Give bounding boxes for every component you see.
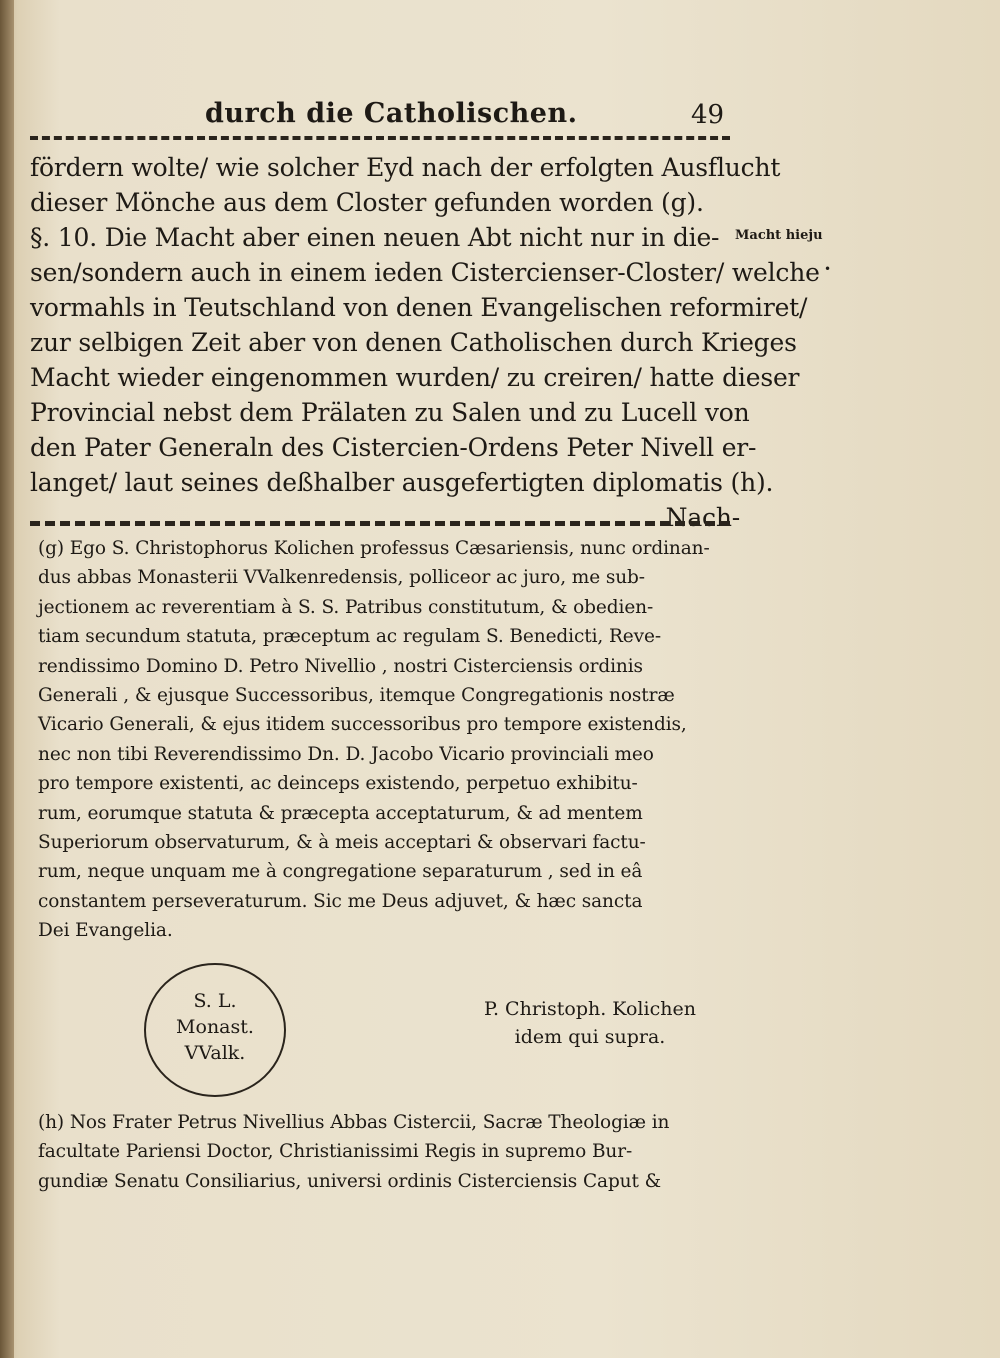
page-number: 49 bbox=[691, 100, 725, 130]
footnote-line: Generali , & ejusque Successoribus, itemque Congregationis nostræ bbox=[38, 684, 675, 706]
text-line: den Pater Generaln des Cistercien-Ordens Peter Nivell er- bbox=[30, 433, 757, 462]
footnote-rule bbox=[30, 521, 730, 526]
footnote-line: rum, neque unquam me à congregatione separaturum , sed in eâ bbox=[38, 861, 643, 883]
footnote-line: nec non tibi Reverendissimo Dn. D. Jacobo Vicario provinciali meo bbox=[38, 743, 654, 765]
text-line: fördern wolte/ wie solcher Eyd nach der erfolgten Ausflucht bbox=[30, 153, 781, 182]
catchword: Nach- bbox=[665, 503, 740, 532]
text-line: dieser Mönche aus dem Closter gefunden worden (g). bbox=[30, 188, 704, 217]
seal-line: S. L. bbox=[193, 990, 237, 1012]
footnote-line: Dei Evangelia. bbox=[38, 920, 173, 942]
seal-line: Monast. bbox=[176, 1016, 254, 1038]
seal bbox=[140, 950, 290, 1100]
footnote-line: jectionem ac reverentiam à S. S. Patribus constitutum, & obedien- bbox=[38, 596, 654, 618]
signature-block bbox=[440, 995, 740, 1051]
footnote-line: rendissimo Domino D. Petro Nivellio , nostri Cisterciensis ordinis bbox=[38, 655, 643, 677]
seal-line: VValk. bbox=[184, 1042, 246, 1064]
text-line: Provincial nebst dem Prälaten zu Salen und zu Lucell von bbox=[30, 398, 750, 427]
running-title: durch die Catholischen. bbox=[205, 98, 578, 129]
book-spine-shadow bbox=[0, 0, 14, 1358]
header-rule bbox=[30, 136, 730, 140]
text-line: sen/sondern auch in einem ieden Cistercienser-Closter/ welche bbox=[30, 258, 820, 287]
text-line: vormahls in Teutschland von denen Evangelischen reformiret/ bbox=[30, 293, 808, 322]
footnote-line: facultate Pariensi Doctor, Christianissimi Regis in supremo Bur- bbox=[38, 1141, 633, 1163]
footnote-h bbox=[38, 1108, 738, 1196]
footnote-line: pro tempore existenti, ac deinceps existendo, perpetuo exhibitu- bbox=[38, 773, 638, 795]
margin-mark: • bbox=[824, 262, 832, 276]
footnote-line: Vicario Generali, & ejus itidem successoribus pro tempore existendis, bbox=[38, 714, 687, 736]
footnote-line: (h) Nos Frater Petrus Nivellius Abbas Cistercii, Sacræ Theologiæ in bbox=[38, 1112, 670, 1133]
text-line: Macht wieder eingenommen wurden/ zu creiren/ hatte dieser bbox=[30, 363, 800, 392]
text-line: §. 10. Die Macht aber einen neuen Abt nicht nur in die- bbox=[30, 223, 720, 252]
footnote-line: constantem perseveraturum. Sic me Deus adjuvet, & hæc sancta bbox=[38, 890, 643, 912]
footnote-line: gundiæ Senatu Consiliarius, universi ordinis Cisterciensis Caput & bbox=[38, 1170, 661, 1192]
signature-line: idem qui supra. bbox=[514, 1026, 666, 1048]
margin-note: Macht hieju bbox=[735, 228, 823, 243]
footnote-line: (g) Ego S. Christophorus Kolichen professus Cæsariensis, nunc ordinan- bbox=[38, 538, 710, 559]
signature-line: P. Christoph. Kolichen bbox=[484, 998, 696, 1020]
footnote-g bbox=[38, 534, 738, 945]
footnote-line: tiam secundum statuta, præceptum ac regulam S. Benedicti, Reve- bbox=[38, 626, 661, 648]
footnote-line: rum, eorumque statuta & præcepta acceptaturum, & ad mentem bbox=[38, 802, 643, 824]
footnote-line: Superiorum observaturum, & à meis acceptari & observari factu- bbox=[38, 831, 646, 853]
footnote-line: dus abbas Monasterii VValkenredensis, polliceor ac juro, me sub- bbox=[38, 567, 645, 589]
page-header bbox=[205, 98, 765, 138]
text-line: zur selbigen Zeit aber von denen Catholischen durch Krieges bbox=[30, 328, 797, 357]
text-line: langet/ laut seines deßhalber ausgefertigten diplomatis (h). bbox=[30, 468, 774, 497]
